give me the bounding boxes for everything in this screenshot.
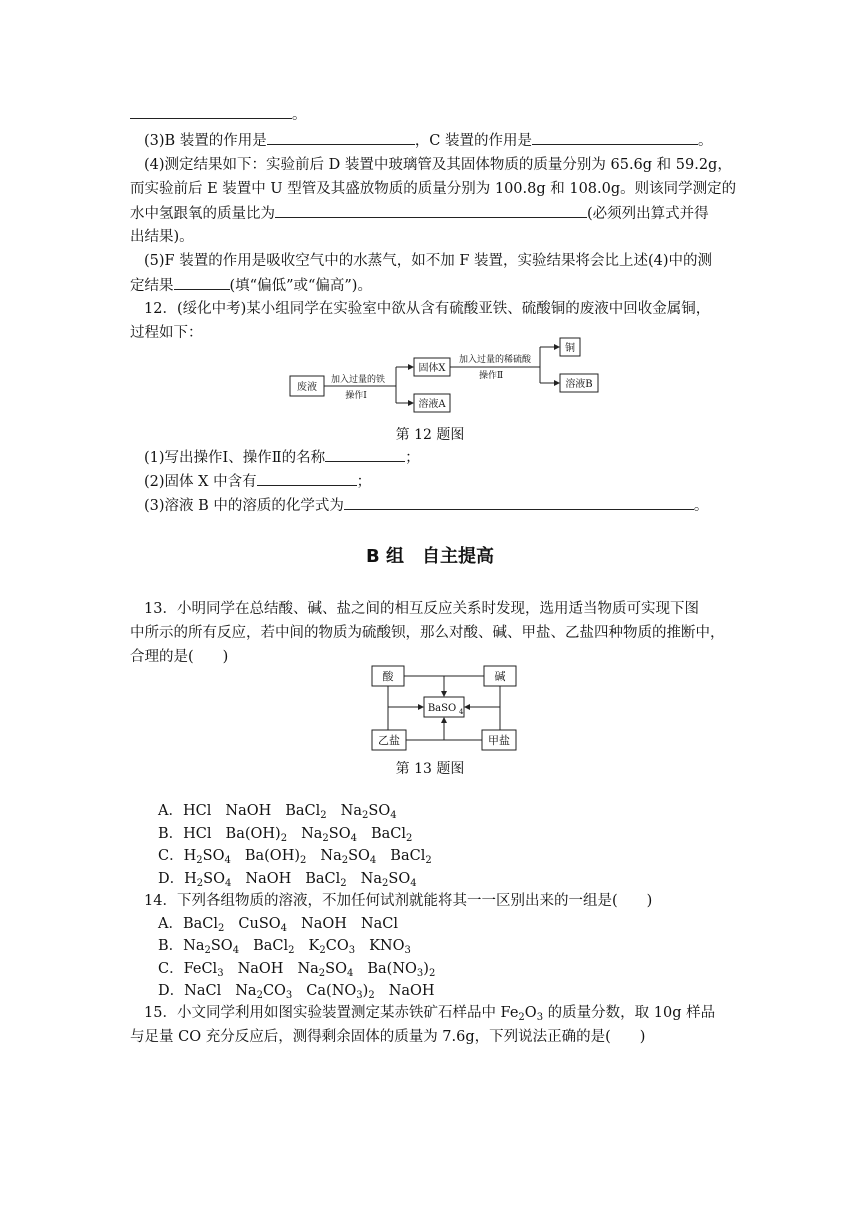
q12-sub1: (1)写出操作Ⅰ、操作Ⅱ的名称 ； [144,447,420,468]
step1-reagent: 加入过量的铁 [330,375,386,385]
q12-sub2: (2)固体 X 中含有 ； [144,471,371,492]
formula: NaOH [245,871,292,887]
option-label: A． [158,803,183,819]
formula: NaOH [301,916,347,932]
formula: $KNO_3$ [369,938,411,956]
q11-part5-line2: 定结果 (填“偏低”或“偏高”)。 [130,275,372,296]
solution-b-label: 溶液B [565,379,593,390]
option-label: C． [158,961,184,977]
q12-caption: 第 12 题图 [395,427,465,443]
formula: $K_2CO_3$ [308,938,356,956]
option-label: B． [158,826,184,842]
q11-part4-line1: (4)测定结果如下：实验前后 D 装置中玻璃管及其固体物质的质量分别为 65.6g 和 59.2g， [144,157,732,173]
q11-part4-line3: 水中氢跟氧的质量比为 (必须列出算式并得 [130,203,709,224]
formula: $Na_2SO_4$ [301,826,357,844]
formula: BaCl$_2$ [305,871,347,889]
q14-stem: 14．下列各组物质的溶液，不加任何试剂就能将其一一区别出来的一组是( ) [144,893,653,909]
q11-tail: 。 [130,104,307,125]
formula: $Ba(OH)_2$ [244,848,307,866]
q13-option-b[interactable] [158,824,412,844]
formula: BaCl$_2$ [285,803,327,821]
formula: NaOH [225,803,272,819]
formula: NaCl [184,983,222,999]
formula: HCl [183,826,212,842]
q12-flow-diagram [286,334,616,416]
acid-label: 酸 [382,670,394,683]
baso4-label: BaSO [427,703,457,714]
answer-blank[interactable] [532,130,698,145]
option-label: D． [158,983,185,999]
formula: $Na_2SO_4$ [340,803,397,821]
waste-label: 废液 [297,382,317,393]
step1-operation: 操作Ⅰ [345,391,367,401]
solid-x-label: 固体X [418,363,446,374]
q13-stem-line3: 合理的是( ) [130,649,229,665]
q13-stem-line2: 中所示的所有反应，若中间的物质为硫酸钡，那么对酸、碱、甲盐、乙盐四种物质的推断中， [130,625,725,641]
formula: BaCl$_2$ [182,916,225,934]
formula: $Ca(NO_3)_2$ [306,983,375,1001]
option-label: C． [158,848,184,864]
formula: $H_2SO_4$ [183,848,231,866]
solution-a-label: 溶液A [418,399,446,410]
formula: BaCl$_2$ [371,826,413,844]
formula: CuSO$_4$ [238,916,288,934]
formula: NaCl [360,916,398,932]
q15-stem-line2: 与足量 CO 充分反应后，测得剩余固体的质量为 7.6g，下列说法正确的是( ) [130,1029,646,1045]
q14-option-b[interactable] [158,936,411,956]
formula: $Ba(NO_3)_2$ [367,961,436,979]
answer-blank[interactable] [275,203,587,218]
answer-blank[interactable] [174,275,230,290]
base-label: 碱 [494,670,506,683]
formula: BaCl$_2$ [390,848,432,866]
q14-option-c[interactable] [158,959,435,979]
answer-blank[interactable] [344,495,694,510]
option-label: A． [158,916,183,932]
q12-stem-line2: 过程如下： [130,325,203,341]
answer-blank[interactable] [257,471,357,486]
formula: $H_2SO_4$ [184,871,232,889]
q12-stem-line1: 12．(绥化中考)某小组同学在实验室中欲从含有硫酸亚铁、硫酸铜的废液中回收金属铜， [144,301,711,317]
formula: FeCl$_3$ [183,961,224,979]
formula: $Na_2SO_4$ [320,848,377,866]
formula: $Na_2SO_4$ [183,938,240,956]
formula: $Ba(OH)_2$ [225,826,288,844]
salt-b-label: 乙盐 [378,734,400,747]
q13-relation-diagram [368,664,524,752]
formula: $Na_2CO_3$ [235,983,293,1001]
answer-blank[interactable] [267,130,415,145]
formula: $Na_2SO_4$ [297,961,354,979]
formula: $Na_2SO_4$ [360,871,417,889]
step2-reagent: 加入过量的稀硫酸 [458,355,532,365]
q13-option-d[interactable] [158,869,417,889]
q13-option-a[interactable] [158,801,397,821]
answer-blank[interactable] [130,104,292,119]
q11-part4-line4: 出结果)。 [130,229,194,245]
formula: BaCl$_2$ [253,938,295,956]
q13-option-c[interactable] [158,846,432,866]
q13-caption: 第 13 题图 [395,761,465,777]
formula: NaOH [388,983,435,999]
step2-operation: 操作Ⅱ [478,371,504,381]
q11-part5-line1: (5)F 装置的作用是吸收空气中的水蒸气，如不加 F 装置，实验结果将会比上述(4)中的测 [144,253,713,269]
salt-a-label: 甲盐 [488,734,510,747]
formula: NaOH [237,961,284,977]
q14-option-d[interactable] [158,981,435,1001]
copper-label: 铜 [565,343,575,354]
q15-stem-line1: 15．小文同学利用如图实验装置测定某赤铁矿石样品中 $Fe_2O_3$ 的质量分数，取 10g 样品 [144,1005,716,1023]
option-label: D． [158,871,185,887]
q11-part4-line2: 而实验前后 E 装置中 U 型管及其盛放物质的质量分别为 100.8g 和 108.0g。则该同学测定的 [130,181,737,197]
q13-stem-line1: 13．小明同学在总结酸、碱、盐之间的相互反应关系时发现，选用适当物质可实现下图 [144,601,699,617]
q14-option-a[interactable] [158,914,398,934]
section-heading: B 组 自主提高 [366,546,494,567]
option-label: B． [158,938,184,954]
answer-blank[interactable] [325,447,405,462]
q11-part3: (3)B 装置的作用是 ，C 装置的作用是 。 [144,130,713,151]
baso4-subscript: 4 [459,708,464,716]
formula: HCl [182,803,212,819]
q12-sub3: (3)溶液 B 中的溶质的化学式为 。 [144,495,708,516]
